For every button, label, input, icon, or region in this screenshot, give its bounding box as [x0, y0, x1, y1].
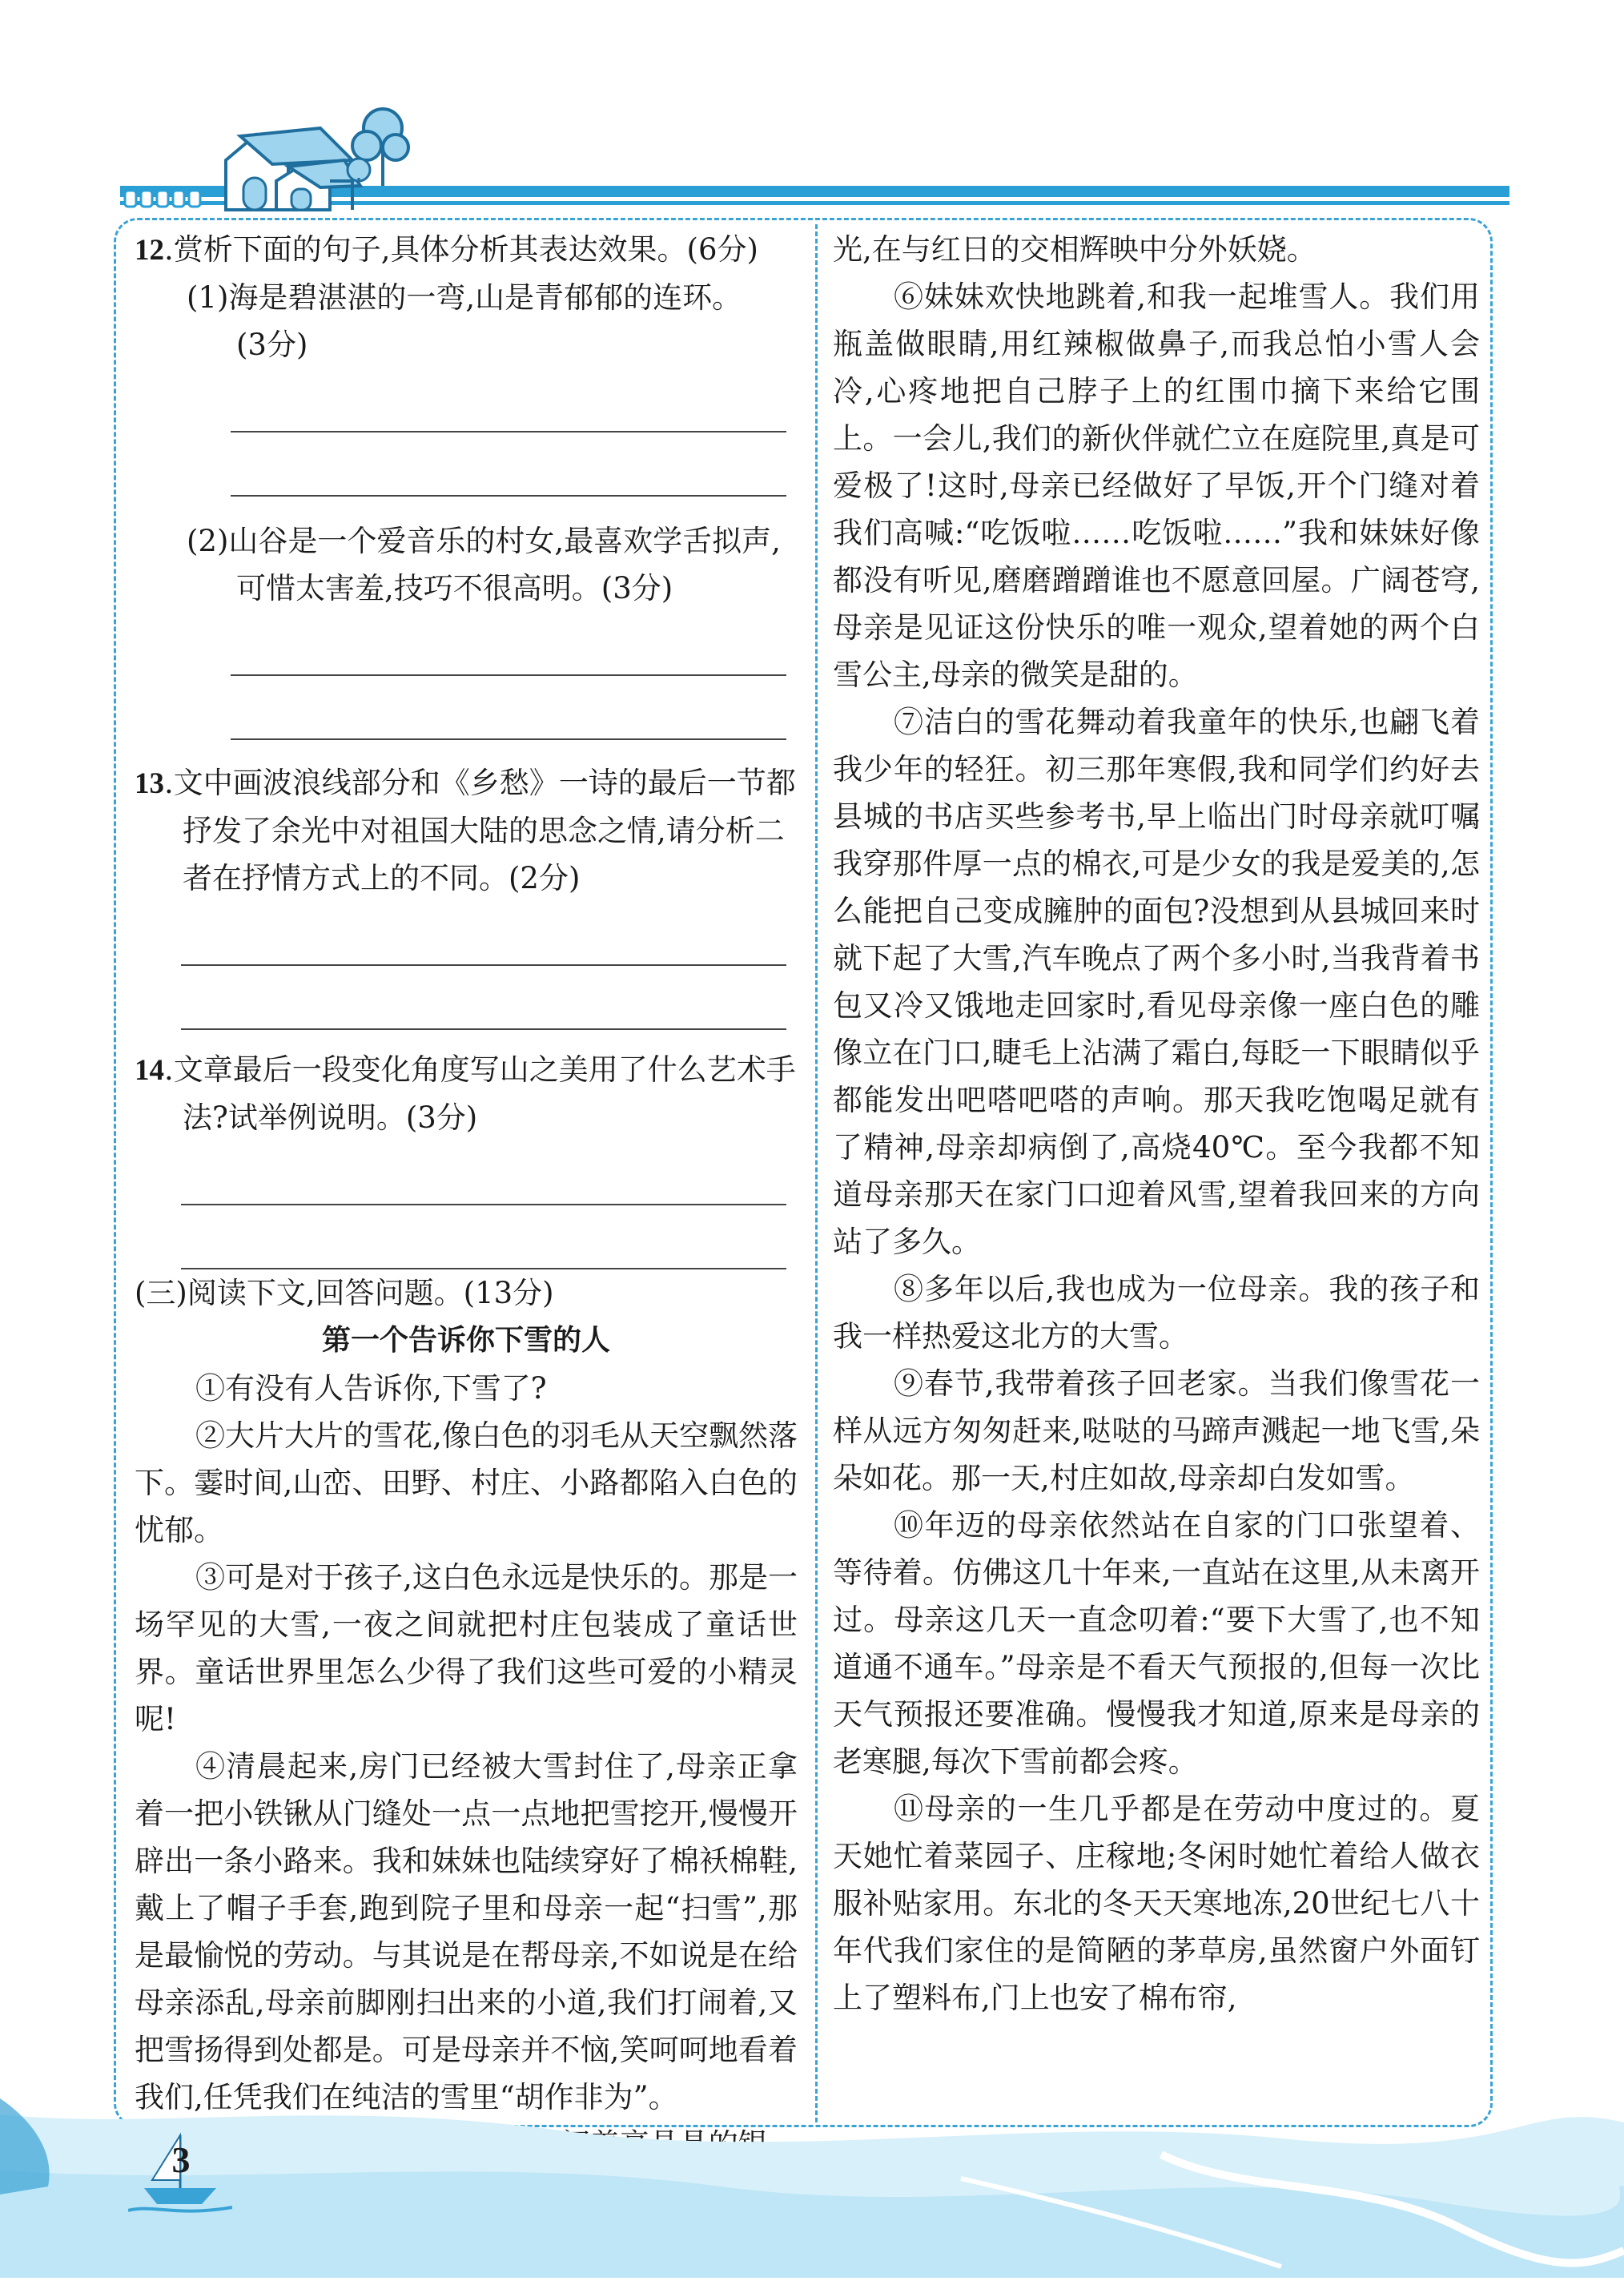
answer-line[interactable] [231, 676, 786, 740]
answer-line[interactable] [181, 1205, 786, 1269]
sub1-score: (3分) [236, 328, 308, 362]
answer-line[interactable] [181, 1141, 786, 1205]
sub2-text: 山谷是一个爱音乐的村女,最喜欢学舌拟声,可惜太害羞,技巧不很高明。(3分) [228, 524, 781, 605]
section-3-heading: (三)阅读下文,回答问题。(13分) [135, 1276, 554, 1310]
question-13-text: .文中画波浪线部分和《乡愁》一诗的最后一节都抒发了余光中对祖国大陆的思念之情,请分析二者在抒情方式上的不同。(2分) [164, 766, 796, 895]
sub2-label: (2) [187, 524, 229, 558]
footer-sea-decoration [0, 2082, 1624, 2278]
article-paragraph-continuation: 光,在与红日的交相辉映中分外妖娆。 [833, 232, 1316, 267]
left-column [135, 226, 798, 2168]
article-paragraph: ⑦洁白的雪花舞动着我童年的快乐,也翩飞着我少年的轻狂。初三那年寒假,我和同学们约好去县城的书店买些参考书,早上临出门时母亲就叮嘱我穿那件厚一点的棉衣,可是少女的我是爱美的,怎么能把自己变成臃肿的面包?没想到从县城回来时就下起了大雪,汽车晚点了两个多小时,当我背着书包又冷又饿地走回家时,看见母亲像一座白色的雕像立在门口,睫毛上沾满了霜白,每眨一下眼睛似乎都能发出吧嗒吧嗒的声响。那天我吃饱喝足就有了精神,母亲却病倒了,高烧40℃。至今我都不知道母亲那天在家门口迎着风雪,望着我回来的方向站了多久。 [833, 705, 1480, 1259]
question-14-number: 14 [135, 1054, 164, 1087]
answer-line[interactable] [231, 432, 786, 497]
article-title: 第一个告诉你下雪的人 [321, 1324, 610, 1357]
article-paragraph: ④清晨起来,房门已经被大雪封住了,母亲正拿着一把小铁锹从门缝处一点一点地把雪挖开,慢慢开辟出一条小路来。我和妹妹也陆续穿好了棉袄棉鞋,戴上了帽子手套,跑到院子里和母亲一起“扫雪”,那是最愉悦的劳动。与其说是在帮母亲,不如说是在给母亲添乱,母亲前脚刚扫出来的小道,我们打闹着,又把雪扬得到处都是。可是母亲并不恼,笑呵呵地看着我们,任凭我们在纯洁的雪里“胡作非为”。 [135, 1749, 798, 2114]
article-paragraph: ⑥妹妹欢快地跳着,和我一起堆雪人。我们用瓶盖做眼睛,用红辣椒做鼻子,而我总怕小雪人会冷,心疼地把自己脖子上的红围巾摘下来给它围上。一会儿,我们的新伙伴就伫立在庭院里,真是可爱极了!这时,母亲已经做好了早饭,开个门缝对着我们高喊:“吃饭啦……吃饭啦……”我和妹妹好像都没有听见,磨磨蹭蹭谁也不愿意回屋。广阔苍穹,母亲是见证这份快乐的唯一观众,望着她的两个白雪公主,母亲的微笑是甜的。 [833, 280, 1480, 692]
article-paragraph: ⑧多年以后,我也成为一位母亲。我的孩子和我一样热爱这北方的大雪。 [833, 1272, 1480, 1354]
sub1-text: 海是碧湛湛的一弯,山是青郁郁的连环。 [228, 280, 742, 315]
answer-line[interactable] [231, 612, 786, 676]
answer-line[interactable] [181, 966, 786, 1030]
article-paragraph: ①有没有人告诉你,下雪了? [195, 1371, 547, 1406]
question-12-text: .赏析下面的句子,具体分析其表达效果。(6分) [164, 232, 758, 267]
article-paragraph: ⑩年迈的母亲依然站在自家的门口张望着、等待着。仿佛这几十年来,一直站在这里,从未离开过。母亲这几天一直念叨着:“要下大雪了,也不知道通不通车。”母亲是不看天气预报的,但每一次比天气预报还要准确。慢慢我才知道,原来是母亲的老寒腿,每次下雪前都会疼。 [833, 1508, 1480, 1779]
question-13-number: 13 [135, 767, 164, 800]
article-paragraph: ⑨春节,我带着孩子回老家。当我们像雪花一样从远方匆匆赶来,哒哒的马蹄声溅起一地飞雪,朵朵如花。那一天,村庄如故,母亲却白发如雪。 [833, 1366, 1480, 1495]
answer-line[interactable] [231, 368, 786, 432]
question-12-prompt [135, 226, 798, 274]
article-paragraph: ②大片大片的雪花,像白色的羽毛从天空飘然落下。霎时间,山峦、田野、村庄、小路都陷入白色的忧郁。 [135, 1418, 798, 1547]
question-13 [135, 759, 798, 1030]
article-paragraph: ⑪母亲的一生几乎都是在劳动中度过的。夏天她忙着菜园子、庄稼地;冬闲时她忙着给人做衣服补贴家用。东北的冬天天寒地冻,20世纪七八十年代我们家住的是简陋的茅草房,虽然窗户外面钉上了塑料布,门上也安了棉布帘, [833, 1792, 1480, 2015]
article-paragraph: ③可是对于孩子,这白色永远是快乐的。那是一场罕见的大雪,一夜之间就把村庄包装成了童话世界。童话世界里怎么少得了我们这些可爱的小精灵呢! [135, 1560, 798, 1736]
right-column [833, 226, 1480, 2022]
question-12 [135, 226, 798, 740]
question-14 [135, 1046, 798, 1269]
question-14-prompt [135, 1046, 798, 1141]
sea-wave-illustration [0, 2082, 1624, 2278]
question-12-sub2 [135, 517, 798, 612]
sub1-label: (1) [187, 280, 229, 315]
question-14-text: .文章最后一段变化角度写山之美用了什么艺术手法?试举例说明。(3分) [164, 1052, 796, 1135]
article-left-body [135, 1365, 798, 2168]
question-13-prompt [135, 759, 798, 902]
answer-line[interactable] [181, 902, 786, 966]
question-12-sub1 [135, 274, 798, 368]
house-banner-illustration [0, 0, 1624, 224]
column-divider [815, 224, 818, 2122]
question-12-number: 12 [135, 234, 164, 267]
page-number: 3 [171, 2139, 191, 2180]
header-decoration [0, 0, 1624, 224]
